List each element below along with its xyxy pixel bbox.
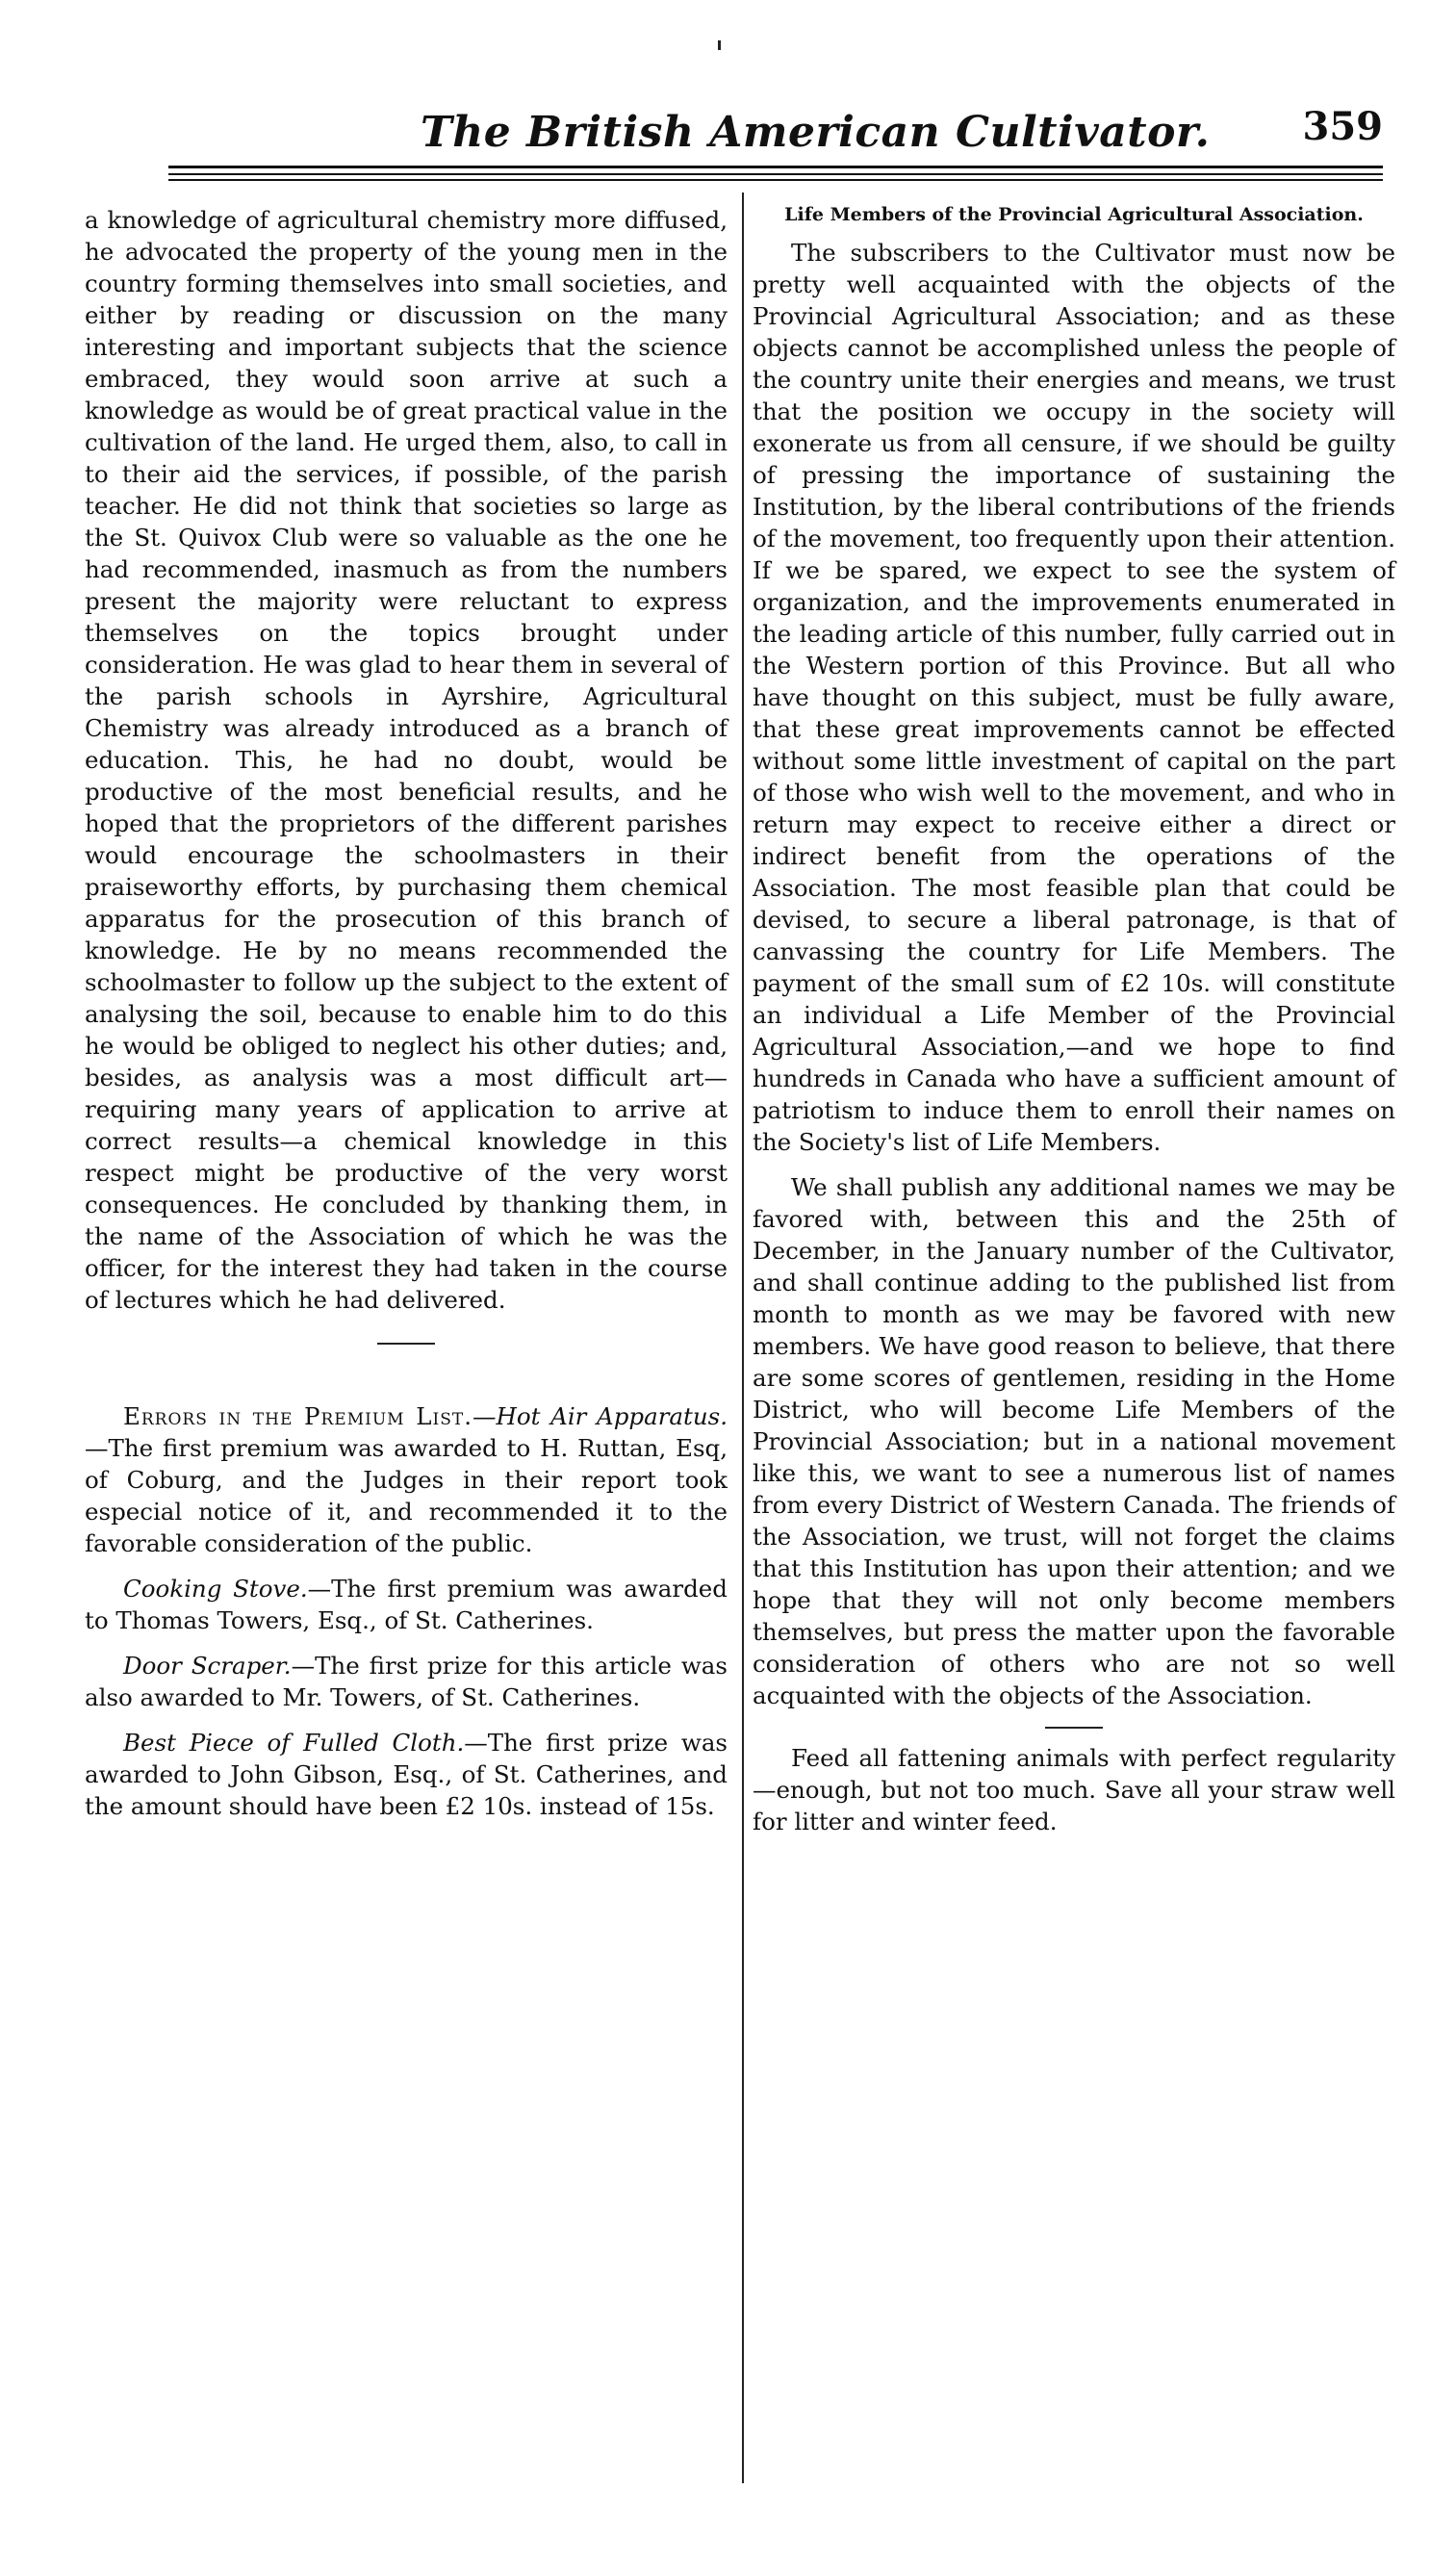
page-header <box>168 96 1383 157</box>
life-members-heading: Life Members of the Provincial Agricultural Association. <box>784 204 1364 225</box>
right-column <box>753 204 1395 1851</box>
cooking-stove-label: Cooking Stove. <box>123 1575 308 1603</box>
lecture-paragraph: a knowledge of agricultural chemistry more diffused, he advocated the property of the young men in the country forming themselves into small societies, and either by reading or discussion on the many interesting and important subjects that the science embraced, they would soon arrive at such a knowledge as would be of great practical value in the cultivation of the land. He urged them, also, to call in to their aid the services, if possible, of the parish teacher. He did not think that societies so large as the St. Quivox Club were so valuable as the one he had recommended, inasmuch as from the numbers present the majority were reluctant to express themselves on the topics brought under consideration. He was glad to hear them in several of the parish schools in Ayrshire, Agricultural Chemistry was already introduced as a branch of education. This, he had no doubt, would be productive of the most beneficial results, and he hoped that the proprietors of the different parishes would encourage the schoolmasters in their praiseworthy efforts, by purchasing them chemical apparatus for the prosecution of this branch of knowledge. He by no means recommended the schoolmaster to follow up the subject to the extent of analysing the soil, because to enable him to do this he would be obliged to neglect his other duties; and, besides, as analysis was a most difficult art—requiring many years of application to arrive at correct results—a chemical knowledge in this respect might be productive of the very worst consequences. He concluded by thanking them, in the name of the Association of which he was the officer, for the interest they had taken in the course of lectures which he had delivered. <box>85 206 728 1314</box>
stray-ink-mark <box>718 40 721 50</box>
feeding-tip-paragraph: Feed all fattening animals with perfect regularity—enough, but not too much. Save all your straw well for litter and winter feed. <box>753 1744 1395 1835</box>
life-members-paragraph: The subscribers to the Cultivator must now be pretty well acquainted with the objects of the Provincial Agricultural Association; and as these objects cannot be accomplished unless the people of the country unite their energies and means, we trust that the position we occupy in the society will exonerate us from all censure, if we should be guilty of pressing the importance of sustaining the Institution, by the liberal contributions of the friends of the movement, too frequently upon their attention. If we be spared, we expect to see the system of organization, and the improvements enumerated in the leading article of this number, fully carried out in the Western portion of this Province. But all who have thought on this subject, must be fully aware, that these great improvements cannot be effected without some little investment of capital on the part of those who wish well to the movement, and who in return may expect to receive either a direct or indirect benefit from the operations of the Association. The most feasible plan that could be devised, to secure a liberal patronage, is that of canvassing the country for Life Members. The payment of the small sum of £2 10s. will constitute an individual a Life Member of the Provincial Agricultural Association,—and we hope to find hundreds in Canada who have a sufficient amount of patriotism to induce them to enroll their names on the Society's list of Life Members. <box>753 239 1395 1156</box>
fulled-cloth-paragraph <box>85 1727 728 1822</box>
cooking-stove-text: —The first premium was awarded to Thomas Towers, Esq., of St. Catherines. <box>85 1575 728 1634</box>
header-rule-triple <box>168 179 1383 181</box>
page-number: 359 <box>1302 104 1383 149</box>
fulled-cloth-text: —The first prize was awarded to John Gibson, Esq., of St. Catherines, and the amount should have been £2 10s. instead of 15s. <box>85 1729 728 1820</box>
door-scraper-paragraph <box>85 1650 728 1713</box>
errors-paragraph <box>85 1400 728 1559</box>
publish-names-paragraph: We shall publish any additional names we may be favored with, between this and the 25th of December, in the January number of the Cultivator, and shall continue adding to the published list from month to month as we may be favored with new members. We have good reason to believe, that there are some scores of gentlemen, residing in the Home District, who will become Life Members of the Provincial Association; but in a national movement like this, we want to see a numerous list of names from every District of Western Canada. The friends of the Association, we trust, will not forget the claims that this Institution has upon their attention; and we hope that they will not only become members themselves, but press the matter upon the favorable consideration of others who are not so well acquainted with the objects of the Association. <box>753 1173 1395 1709</box>
header-rule-double <box>168 173 1383 175</box>
door-scraper-text: —The first prize for this article was also awarded to Mr. Towers, of St. Catherines. <box>85 1652 728 1711</box>
errors-heading: Errors in the Premium List. <box>123 1402 473 1430</box>
errors-text: —The first premium was awarded to H. Ruttan, Esq, of Coburg, and the Judges in their report took especial notice of it, and recommended it to the favorable consideration of the public. <box>85 1434 728 1557</box>
door-scraper-label: Door Scraper. <box>123 1652 292 1680</box>
column-divider <box>742 192 744 2483</box>
fulled-cloth-label: Best Piece of Fulled Cloth. <box>123 1729 465 1757</box>
left-column <box>85 204 728 1835</box>
hot-air-apparatus-label: —Hot Air Apparatus. <box>473 1402 728 1430</box>
journal-title: The British American Cultivator. <box>421 108 1211 157</box>
header-rule <box>168 166 1383 168</box>
section-separator <box>377 1343 435 1345</box>
section-separator <box>1045 1727 1103 1729</box>
cooking-stove-paragraph <box>85 1573 728 1636</box>
